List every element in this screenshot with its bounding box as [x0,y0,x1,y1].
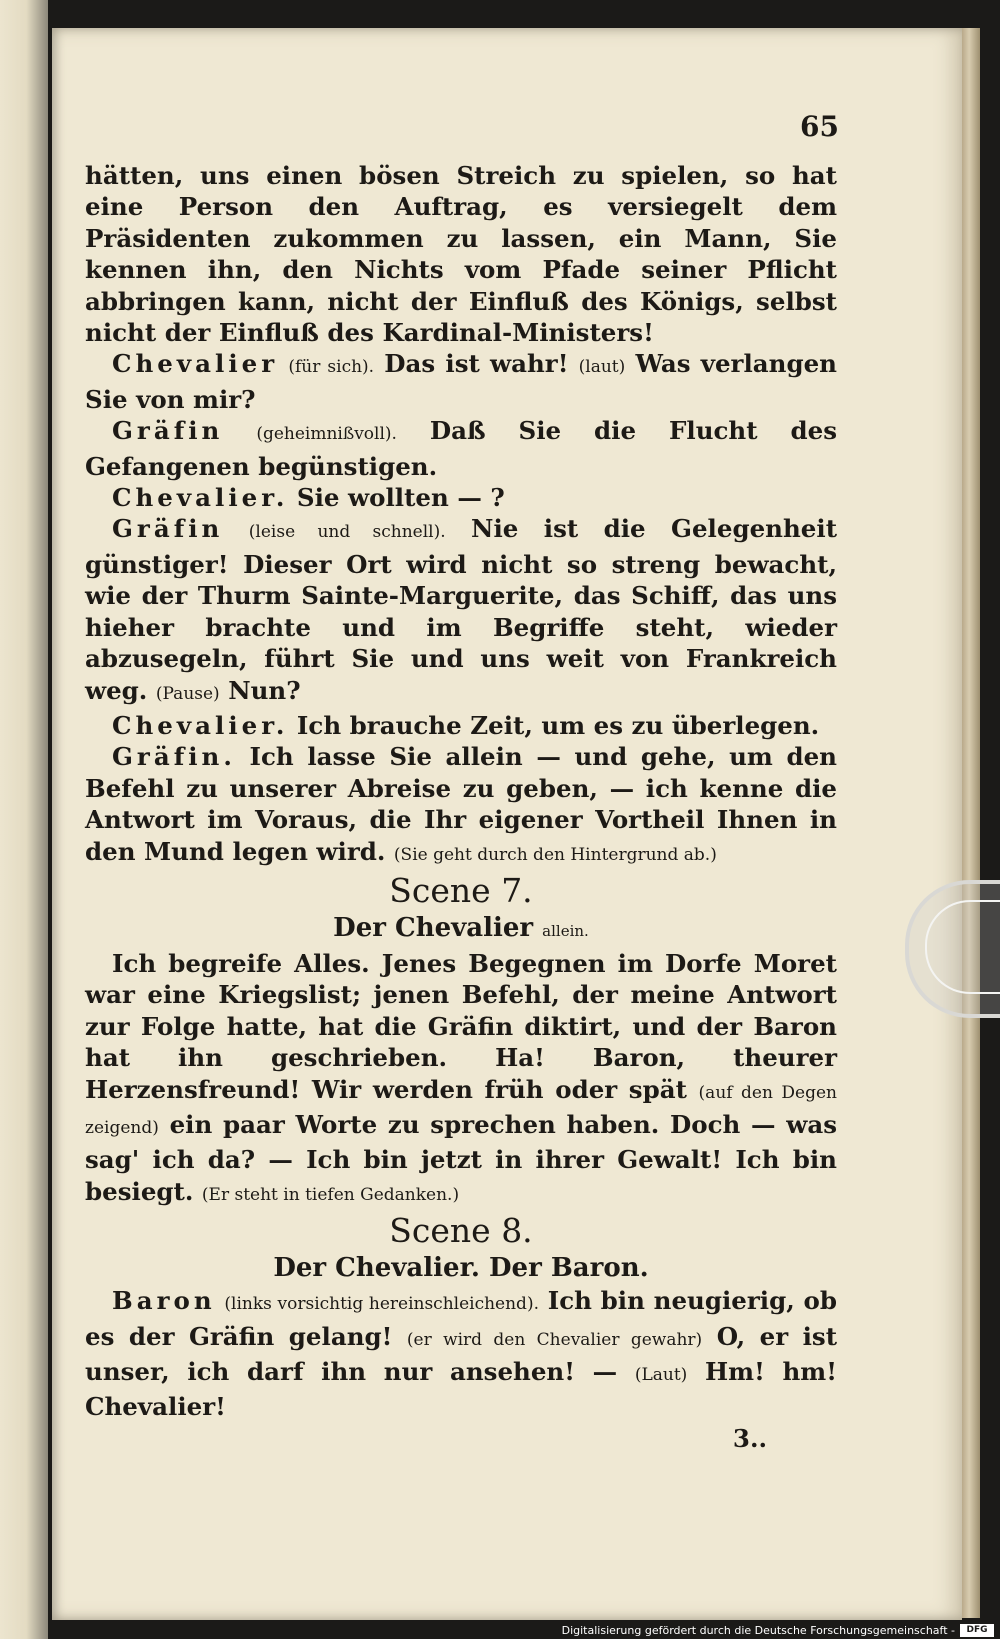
stage-direction: (laut) [578,357,626,378]
stage-direction: (Laut) [634,1365,688,1385]
dfg-logo: DFG [960,1624,994,1637]
speaker: Chevalier. [112,483,289,513]
speaker: Gräfin [112,416,224,446]
speech: Hm! hm! Chevalier! [85,1357,837,1422]
scene-8-persons: Der Chevalier. Der Baron. [273,1253,649,1284]
speech: Nie ist die Gelegenheit günstiger! Dieser Ort wird nicht so streng bewacht, wie der Thurm Sainte-Marguerite, das Schiff, das uns hieher brachte und im Begriffe steht, wieder abzusegeln, führt Sie und uns weit von Frankreich weg. [85,514,838,705]
stage-direction: (auf den Degen zeigend) [85,1082,838,1138]
scene-8-title: Scene 8. [389,1211,533,1251]
speech: Ich lasse Sie allein — und gehe, um den Befehl zu unserer Abreise zu geben, — ich kenne die Antwort im Voraus, die Ihr eigener Vortheil Ihnen in den Mund legen wird. [85,742,837,866]
dialogue-chevalier-3 [85,710,837,741]
paragraph: hätten, uns einen bösen Streich zu spielen, so hat eine Person den Auftrag, es versiegelt dem Präsidenten zukommen zu lassen, ein Mann, Sie kennen ihn, den Nichts vom Pfade seiner Pflicht abbringen kann, nicht der Einfluß des Königs, selbst nicht der Einfluß des Kardinal-Ministers! [85,161,837,348]
persons-note: allein. [542,921,589,940]
stage-direction: (Er steht in tiefen Gedanken.) [201,1184,460,1205]
stage-direction: (geheimnißvoll). [256,424,397,445]
speaker: Chevalier. [112,710,289,740]
dialogue-graefin-2 [85,513,837,709]
dialogue-graefin-3 [85,741,837,871]
page-number: 65 [800,110,839,143]
stage-direction: (für sich). [288,357,375,378]
dialogue-chevalier-2 [85,482,837,513]
printer-signature: 3.. [732,1423,767,1453]
book-left-edge [0,0,48,1639]
speech: Ich brauche Zeit, um es zu überlegen. [288,710,820,740]
scene-7-title: Scene 7. [389,870,533,910]
scene-7-persons [85,911,837,948]
dialogue-baron-1 [85,1285,837,1423]
speech: Ich bin neugierig, ob es der Gräfin gelang! [85,1286,837,1351]
speech: Sie wollten — ? [288,483,505,513]
stage-direction: (links vorsichtig hereinschleichend). [224,1294,539,1315]
monologue-chevalier [85,948,837,1211]
stage-direction: (Pause) [155,683,220,704]
speaker: Gräfin. [112,742,236,772]
speech: Das ist wahr! [374,349,579,379]
stage-direction: (Sie geht durch den Hintergrund ab.) [393,844,717,865]
stage-direction: (leise und schnell). [248,522,446,543]
page-text [85,160,837,1454]
digitization-credit: Digitalisierung gefördert durch die Deutsche Forschungsgemeinschaft - [561,1624,955,1637]
speech: Ich begreife Alles. Jenes Begegnen im Dorfe Moret war eine Kriegslist; jenen Befehl, der meine Antwort zur Folge hatte, hat die Gräfin diktirt, und der Baron hat ihn geschrieben. Ha! Baron, theurer Herzensfreund! Wir werden früh oder spät [85,948,837,1104]
page-stack-edge [962,28,980,1618]
speaker: Chevalier [112,349,279,379]
dialogue-chevalier-1 [85,348,837,415]
dialogue-graefin-1 [85,415,837,482]
persons: Der Chevalier [333,912,534,943]
speaker: Gräfin [112,514,224,544]
speech: Nun? [219,675,301,705]
speaker: Baron [112,1286,216,1316]
speech: O, er ist unser, ich darf ihn nur ansehen! — [85,1321,838,1386]
stage-direction: (er wird den Chevalier gewahr) [406,1329,703,1350]
speech: ein paar Worte zu sprechen haben. Doch — was sag' ich da? — Ich bin jetzt in ihrer Gewalt! Ich bin besiegt. [85,1109,837,1206]
speech: Daß Sie die Flucht des Gefangenen begünstigen. [85,416,838,481]
speech: Was verlangen Sie von mir? [85,349,837,414]
